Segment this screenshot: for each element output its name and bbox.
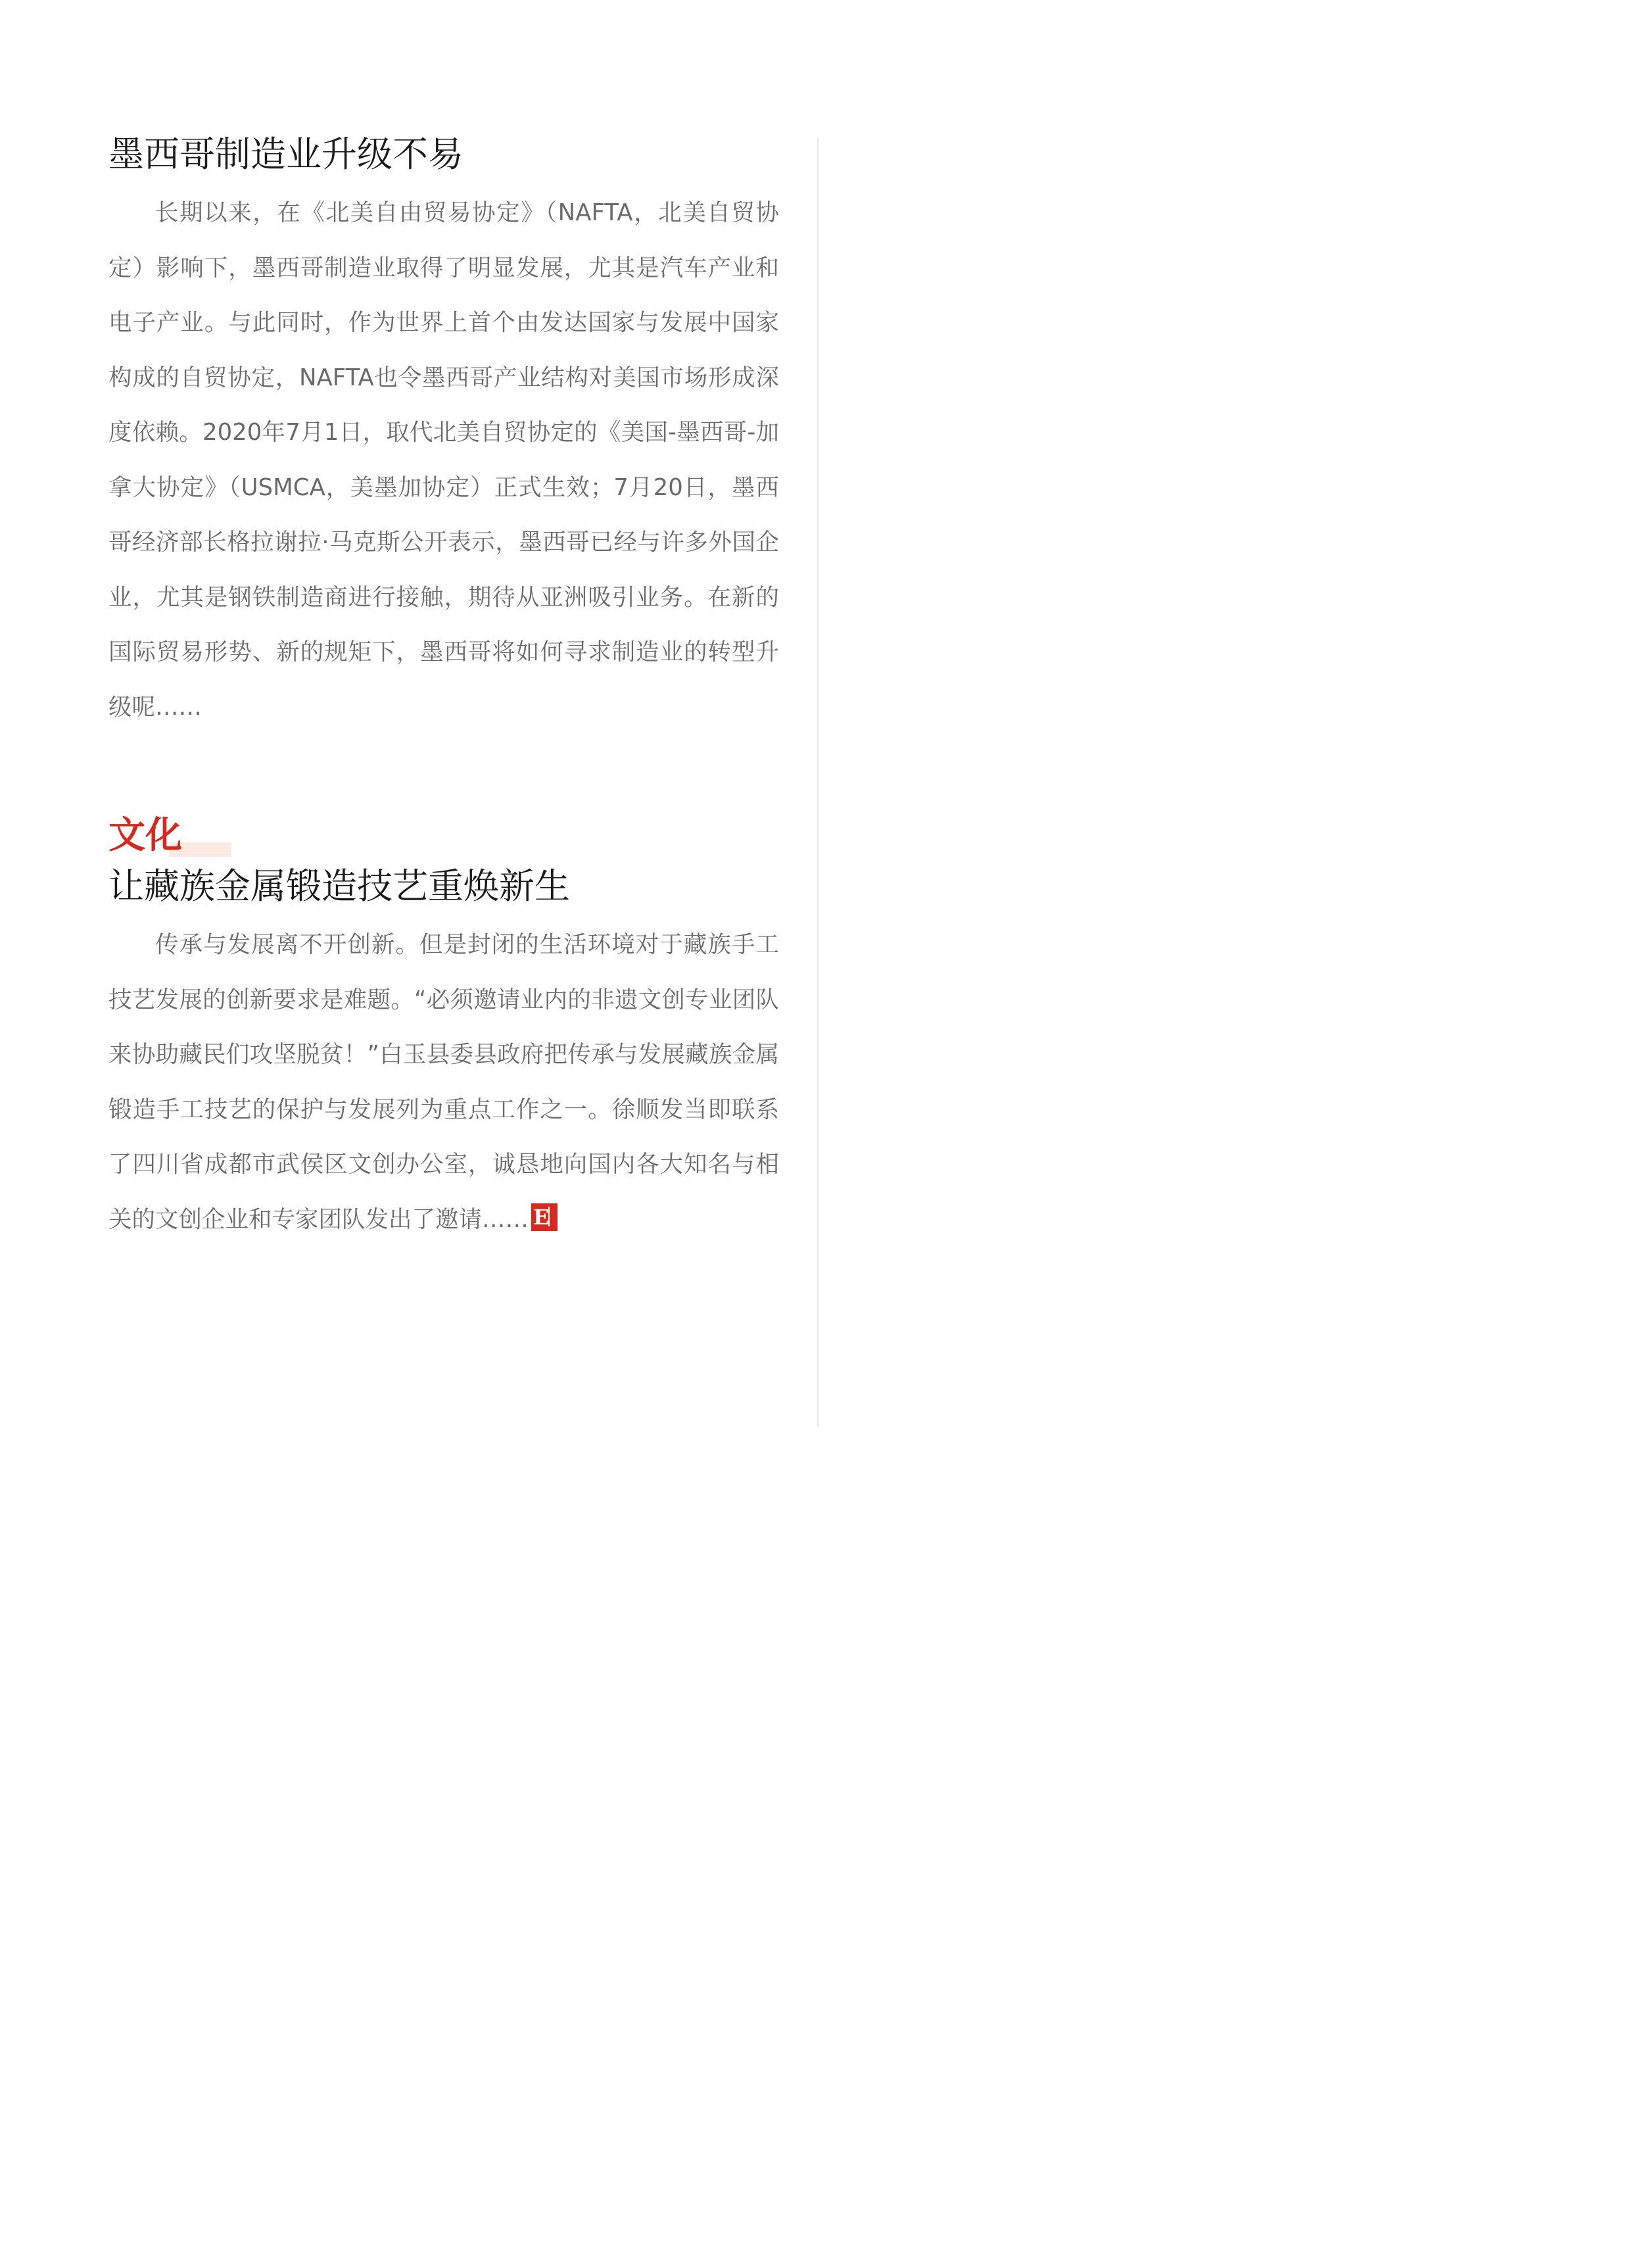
article-body: 传承与发展离不开创新。但是封闭的生活环境对于藏族手工技艺发展的创新要求是难题。“必须邀请业内的非遗文创专业团队来协助藏民们攻坚脱贫！”白玉县委县政府把传承与发展藏族金属锻造手工技艺的保护与发展列为重点工作之一。徐顺发当即联系了四川省成都市武侯区文创办公室，诚恳地向国内各大知名与相关的文创企业和专家团队发出了邀请…… xyxy=(108,931,779,1233)
left-column xyxy=(108,132,779,1247)
section-label-culture xyxy=(108,812,779,859)
publication-end-mark-icon: E xyxy=(531,1203,558,1231)
column-divider xyxy=(817,138,819,1427)
article-body-wrap xyxy=(108,917,779,1247)
article-mexico-manufacturing xyxy=(108,132,779,735)
article-body: 长期以来，在《北美自由贸易协定》（NAFTA，北美自贸协定）影响下，墨西哥制造业取得了明显发展，尤其是汽车产业和电子产业。与此同时，作为世界上首个由发达国家与发展中国家构成的自贸协定，NAFTA也令墨西哥产业结构对美国市场形成深度依赖。2020年7月1日，取代北美自贸协定的《美国-墨西哥-加拿大协定》（USMCA，美墨加协定）正式生效；7月20日，墨西哥经济部长格拉谢拉·马克斯公开表示，墨西哥已经与许多外国企业，尤其是钢铁制造商进行接触，期待从亚洲吸引业务。在新的国际贸易形势、新的规矩下，墨西哥将如何寻求制造业的转型升级呢…… xyxy=(108,199,779,721)
article-headline: 让藏族金属锻造技艺重焕新生 xyxy=(108,865,570,907)
article-tibetan-metal-forging xyxy=(108,863,779,1247)
section-label-text: 文化 xyxy=(108,814,182,857)
article-headline: 墨西哥制造业升级不易 xyxy=(108,133,463,175)
